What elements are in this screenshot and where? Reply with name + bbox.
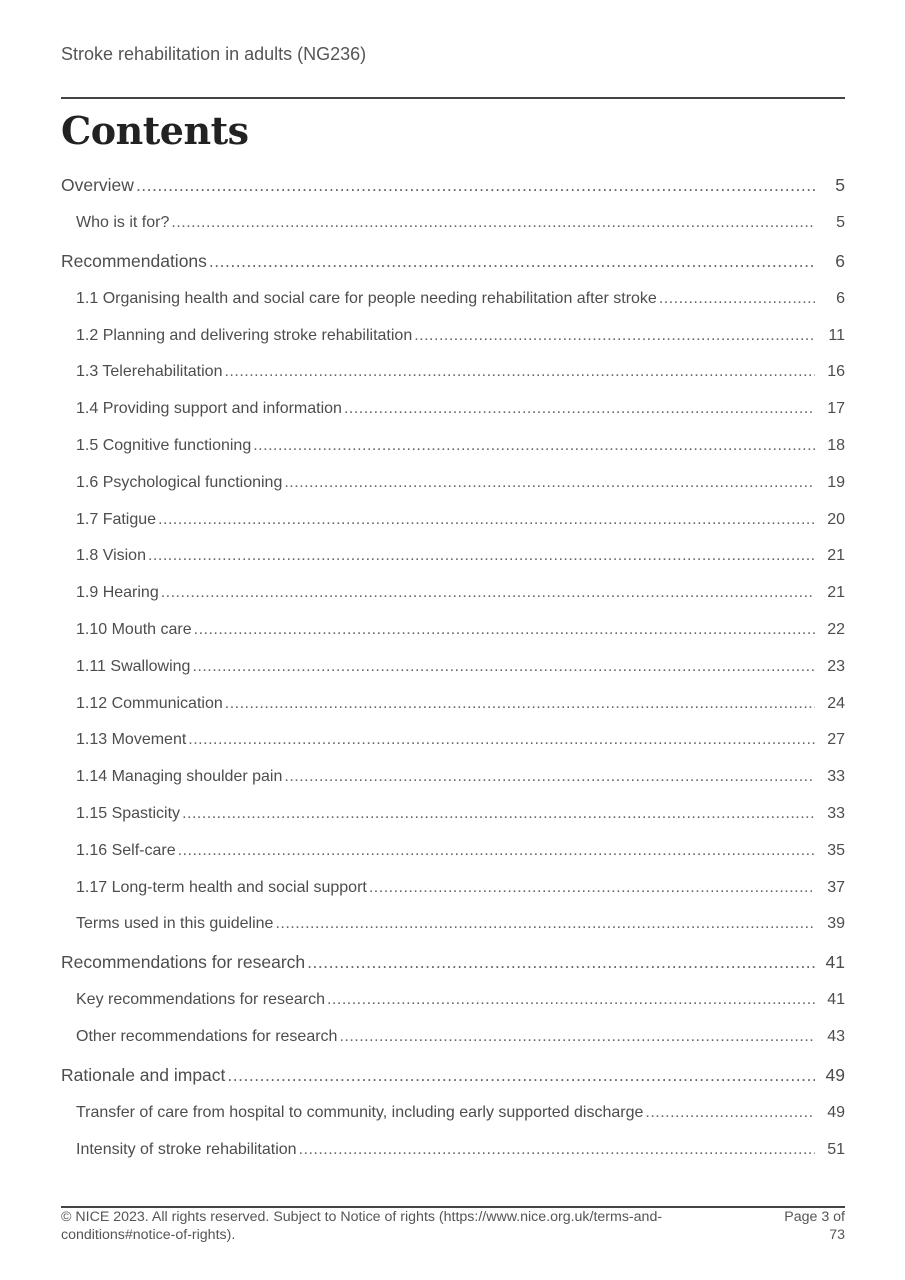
toc-entry-label: 1.12 Communication — [76, 694, 223, 712]
toc-dot-leader — [253, 428, 815, 465]
toc-entry-page: 5 — [836, 214, 845, 231]
toc-entry-label: 1.1 Organising health and social care for people needing rehabilitation after stroke — [76, 289, 657, 307]
toc-entry-page: 22 — [827, 620, 845, 638]
running-header: Stroke rehabilitation in adults (NG236) — [61, 44, 367, 64]
toc-dot-leader — [339, 1019, 815, 1056]
toc-entry[interactable] — [61, 166, 845, 205]
toc-entry-page: 16 — [827, 363, 845, 381]
toc-entry-label: 1.2 Planning and delivering stroke rehabilitation — [76, 326, 413, 344]
toc-entry-page: 24 — [827, 694, 845, 712]
toc-entry[interactable] — [61, 465, 845, 502]
table-of-contents — [61, 166, 845, 1168]
toc-entry-page: 33 — [827, 768, 845, 786]
toc-entry[interactable] — [61, 982, 845, 1019]
toc-dot-leader — [227, 1056, 815, 1095]
toc-dot-leader — [645, 1095, 815, 1132]
toc-entry[interactable] — [61, 281, 845, 318]
footer-copyright-line1: © NICE 2023. All rights reserved. Subject to Notice of rights (https://www.nice.org.uk/terms-and- — [61, 1209, 663, 1225]
toc-dot-leader — [327, 982, 815, 1019]
toc-entry-page: 6 — [836, 289, 845, 307]
toc-entry-page: 49 — [827, 1103, 845, 1121]
footer-page-number — [765, 1208, 845, 1244]
toc-dot-leader — [148, 538, 815, 575]
toc-entry-label: 1.6 Psychological functioning — [76, 473, 283, 491]
toc-entry-label: Terms used in this guideline — [76, 915, 274, 933]
toc-entry-page: 37 — [827, 878, 845, 896]
toc-dot-leader — [284, 759, 815, 796]
toc-entry-label: 1.9 Hearing — [76, 584, 159, 602]
toc-entry[interactable] — [61, 722, 845, 759]
toc-entry-page: 5 — [835, 175, 845, 195]
document-page — [61, 0, 845, 1280]
toc-entry[interactable] — [61, 870, 845, 907]
header-divider — [61, 97, 845, 99]
toc-dot-leader — [171, 205, 815, 242]
toc-entry-page: 17 — [827, 400, 845, 418]
toc-entry-page: 51 — [827, 1140, 845, 1158]
toc-entry[interactable] — [61, 796, 845, 833]
toc-entry[interactable] — [61, 1019, 845, 1056]
footer-page-line2: 73 — [829, 1227, 845, 1243]
toc-entry[interactable] — [61, 943, 845, 982]
toc-entry-page: 39 — [827, 915, 845, 933]
toc-dot-leader — [188, 722, 815, 759]
toc-entry-label: 1.13 Movement — [76, 731, 187, 749]
toc-entry-label: Recommendations — [61, 250, 207, 271]
toc-entry-label: 1.17 Long-term health and social support — [76, 878, 367, 896]
toc-entry-page: 27 — [827, 731, 845, 749]
toc-entry[interactable] — [61, 205, 845, 242]
toc-dot-leader — [344, 391, 815, 428]
toc-dot-leader — [659, 281, 815, 318]
toc-entry-page: 11 — [828, 326, 845, 344]
toc-entry[interactable] — [61, 612, 845, 649]
toc-entry[interactable] — [61, 391, 845, 428]
toc-entry-page: 18 — [827, 436, 845, 454]
toc-dot-leader — [194, 612, 815, 649]
toc-entry-page: 19 — [827, 473, 845, 491]
toc-entry-label: 1.15 Spasticity — [76, 804, 181, 822]
toc-entry[interactable] — [61, 833, 845, 870]
toc-dot-leader — [224, 354, 815, 391]
toc-dot-leader — [178, 833, 815, 870]
toc-entry-label: 1.14 Managing shoulder pain — [76, 768, 283, 786]
toc-entry-label: Overview — [61, 175, 134, 195]
toc-dot-leader — [182, 796, 815, 833]
toc-entry-label: Transfer of care from hospital to community, including early supported discharge — [76, 1103, 644, 1121]
toc-entry-page: 21 — [827, 547, 845, 565]
toc-entry-page: 43 — [827, 1027, 845, 1045]
toc-entry-label: Recommendations for research — [61, 952, 306, 973]
toc-dot-leader — [414, 318, 815, 355]
toc-entry[interactable] — [61, 538, 845, 575]
toc-entry-page: 41 — [827, 991, 845, 1009]
toc-entry-page: 21 — [827, 584, 845, 602]
toc-entry[interactable] — [61, 502, 845, 539]
toc-entry-label: 1.3 Telerehabilitation — [76, 363, 223, 381]
toc-entry-label: 1.16 Self-care — [76, 841, 176, 859]
toc-entry-label: 1.8 Vision — [76, 547, 146, 565]
toc-dot-leader — [299, 1132, 815, 1169]
toc-dot-leader — [192, 649, 815, 686]
toc-dot-leader — [158, 502, 815, 539]
toc-dot-leader — [307, 943, 815, 982]
toc-entry-label: 1.7 Fatigue — [76, 510, 157, 528]
toc-entry[interactable] — [61, 354, 845, 391]
toc-dot-leader — [209, 242, 815, 281]
toc-dot-leader — [225, 686, 815, 723]
toc-entry-label: 1.11 Swallowing — [76, 657, 191, 675]
toc-entry[interactable] — [61, 759, 845, 796]
toc-entry-label: Key recommendations for research — [76, 991, 325, 1009]
toc-entry-label: 1.4 Providing support and information — [76, 400, 342, 418]
footer-page-line1: Page 3 of — [784, 1209, 845, 1225]
toc-entry[interactable] — [61, 1056, 845, 1095]
toc-entry-label: Other recommendations for research — [76, 1027, 338, 1045]
toc-entry-label: Rationale and impact — [61, 1064, 226, 1085]
toc-entry[interactable] — [61, 649, 845, 686]
toc-dot-leader — [136, 166, 815, 205]
page-title: Contents — [61, 108, 249, 153]
toc-entry-page: 33 — [827, 804, 845, 822]
toc-entry[interactable] — [61, 1095, 845, 1132]
toc-entry-page: 49 — [825, 1064, 845, 1085]
toc-entry[interactable] — [61, 686, 845, 723]
toc-entry[interactable] — [61, 318, 845, 355]
toc-entry[interactable] — [61, 575, 845, 612]
toc-entry-page: 20 — [827, 510, 845, 528]
toc-entry[interactable] — [61, 242, 845, 281]
toc-entry[interactable] — [61, 1132, 845, 1169]
footer-copyright-line2: conditions#notice-of-rights). — [61, 1227, 236, 1243]
toc-entry-label: 1.10 Mouth care — [76, 620, 192, 638]
toc-entry-label: 1.5 Cognitive functioning — [76, 436, 252, 454]
toc-dot-leader — [369, 870, 815, 907]
toc-entry-page: 23 — [827, 657, 845, 675]
toc-entry-page: 35 — [827, 841, 845, 859]
footer-copyright — [61, 1208, 773, 1244]
toc-entry-label: Who is it for? — [76, 214, 170, 231]
toc-entry-page: 41 — [825, 952, 845, 973]
toc-entry-page: 6 — [835, 250, 845, 271]
toc-dot-leader — [161, 575, 815, 612]
toc-dot-leader — [284, 465, 815, 502]
toc-dot-leader — [275, 906, 815, 943]
toc-entry[interactable] — [61, 906, 845, 943]
toc-entry[interactable] — [61, 428, 845, 465]
toc-entry-label: Intensity of stroke rehabilitation — [76, 1140, 297, 1158]
